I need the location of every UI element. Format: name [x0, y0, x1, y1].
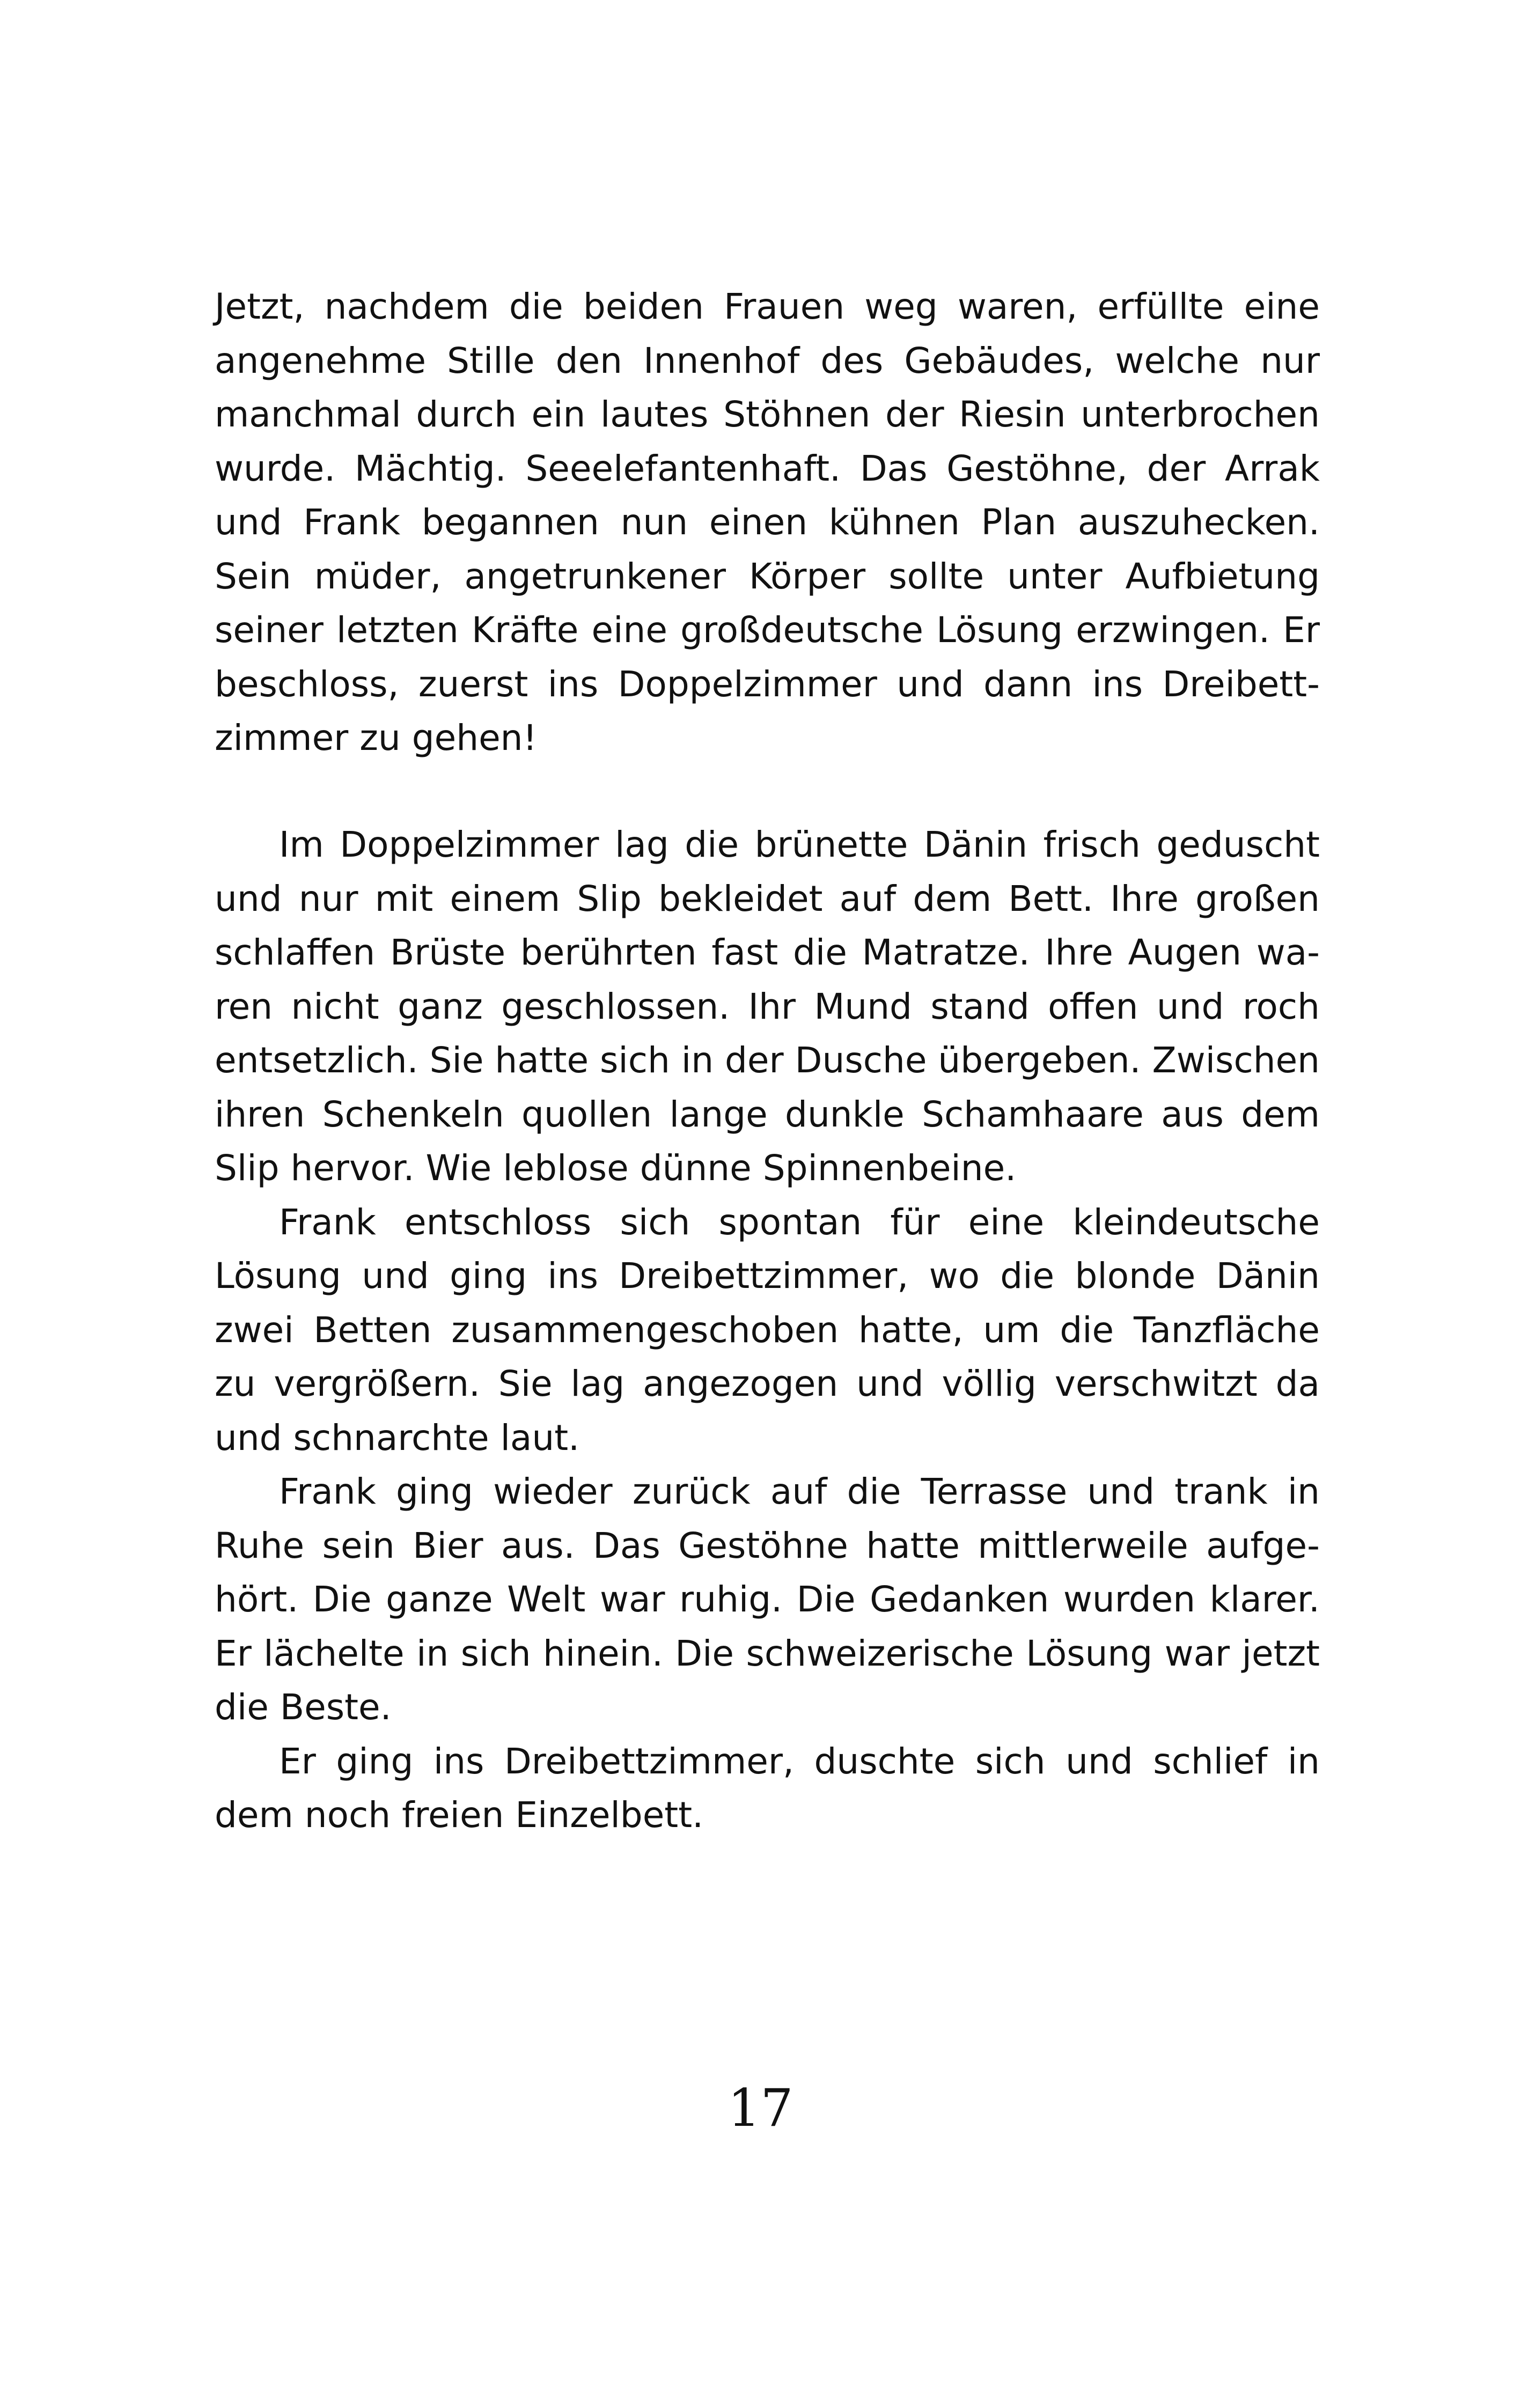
- paragraph: Im Doppelzimmer lag die brünette Dänin frisch geduscht und nur mit einem Slip bekleidet auf dem Bett. Ihre großen schlaffen Brüste berührten fast die Matratze. Ihre Augen waren nicht ganz geschlossen. Ihr Mund stand offen und roch entsetzlich. Sie hatte sich in der Dusche übergeben. Zwischen ihren Schenkeln quollen lange dunkle Schamhaare aus dem Slip hervor. Wie leblose dünne Spinnenbeine.: [215, 824, 1320, 1189]
- paragraph: Er ging ins Dreibettzimmer, duschte sich und schlief in dem noch freien Einzelbett.: [215, 1740, 1320, 1836]
- paragraph: Frank ging wieder zurück auf die Terrasse und trank in Ruhe sein Bier aus. Das Gestöhne hatte mittlerweile aufgehört. Die ganze Welt war ruhig. Die Gedanken wurden klarer. Er lächelte in sich hinein. Die schweizerische Lösung war jetzt die Beste.: [215, 1471, 1320, 1728]
- paragraph: Frank entschloss sich spontan für eine kleindeutsche Lösung und ging ins Dreibettzimmer, wo die blonde Dänin zwei Betten zusammengeschoben hatte, um die Tanzfläche zu vergrößern. Sie lag angezogen und völlig verschwitzt da und schnarchte laut.: [215, 1201, 1320, 1459]
- text-block-intro: [215, 280, 1320, 765]
- page-number: 17: [728, 2078, 793, 2138]
- text-block-main: [215, 818, 1320, 1843]
- paragraph: Jetzt, nachdem die beiden Frauen weg waren, erfüllte eine angenehme Stille den Innenhof des Gebäudes, welche nur manchmal durch ein lautes Stöhnen der Riesin unterbrochen wurde. Mächtig. Seeelefantenhaft. Das Gestöhne, der Arrak und Frank begannen nun einen kühnen Plan auszuhecken. Sein müder, angetrunkener Körper sollte unter Aufbietung seiner letzten Kräfte eine großdeutsche Lösung erzwingen. Er beschloss, zuerst ins Doppelzimmer und dann ins Dreibettzimmer zu gehen!: [215, 286, 1320, 759]
